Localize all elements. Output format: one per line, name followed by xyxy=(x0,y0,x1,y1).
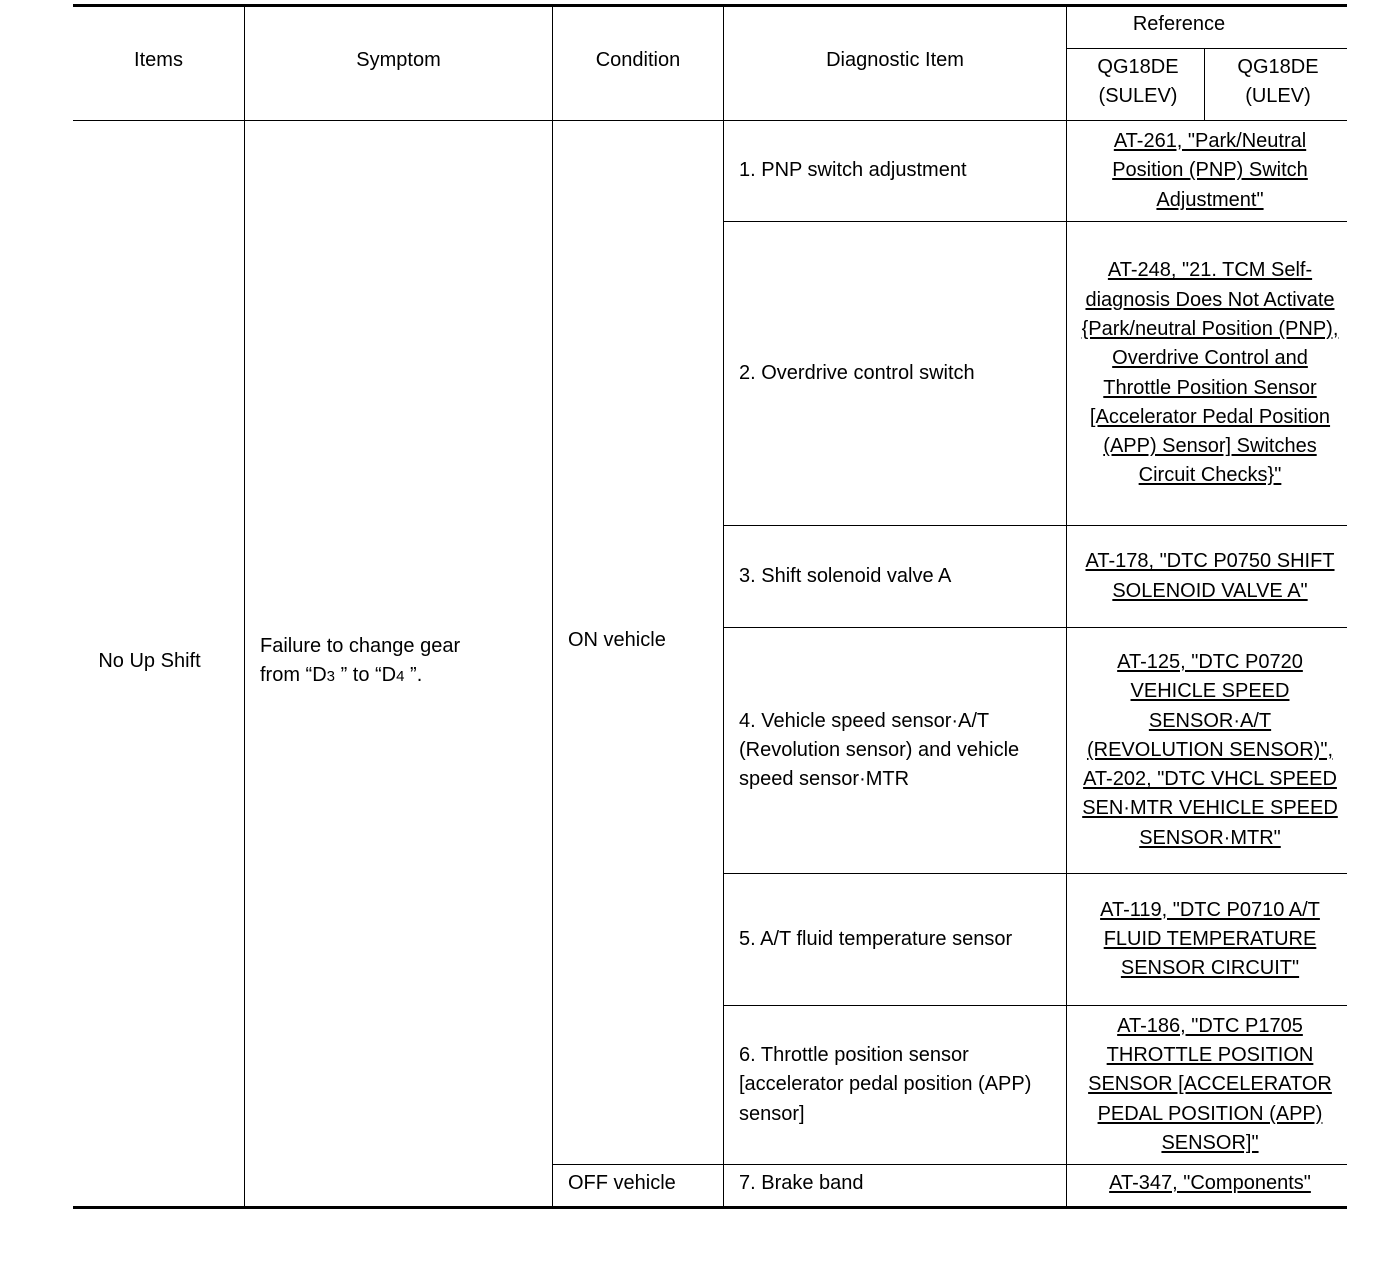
reference-link-text[interactable]: AT-125, "DTC P0720 VEHICLE SPEED SENSOR·A/T (REVOLUTION SENSOR)", AT-202, "DTC VHCL SPEED SEN·MTR VEHICLE SPEED SENSOR·MTR" xyxy=(1082,650,1338,849)
diagnostic-item-text: 4. Vehicle speed sensor·A/T (Revolution sensor) and vehicle speed sensor·MTR xyxy=(739,709,1020,791)
reference-subheader-rule xyxy=(1066,48,1347,49)
reference-link-5[interactable] xyxy=(1078,874,1342,1005)
reference-column-divider xyxy=(1204,48,1205,121)
symptom-line-2a: from “D xyxy=(260,664,327,687)
diagnostic-item-6 xyxy=(739,1006,1039,1164)
header-diagnostic-item: Diagnostic Item xyxy=(826,49,964,71)
reference-link-text[interactable]: AT-248, "21. TCM Self-diagnosis Does Not Activate {Park/neutral Position (PNP), Overdrive Control and Throttle Position Sensor [Accelerator Pedal Position (APP) Sensor] Switches Circuit Checks}" xyxy=(1081,259,1339,487)
diagnostic-item-5 xyxy=(739,874,1043,1005)
header-symptom: Symptom xyxy=(356,49,441,71)
column-divider xyxy=(1066,6,1067,1207)
table-top-rule xyxy=(73,4,1347,7)
table-bottom-rule xyxy=(73,1206,1347,1209)
diagnostic-item-text: 3. Shift solenoid valve A xyxy=(739,564,952,587)
reference-link-2[interactable] xyxy=(1078,222,1342,525)
diagnostic-item-1 xyxy=(739,121,1049,221)
diagnostic-item-7 xyxy=(739,1169,1049,1198)
header-condition: Condition xyxy=(595,49,681,71)
column-divider xyxy=(244,6,245,1207)
symptom-line-1: Failure to change gear xyxy=(260,635,461,657)
symptom-text xyxy=(260,632,545,692)
column-divider xyxy=(723,6,724,1207)
item-no-up-shift: No Up Shift xyxy=(98,650,201,672)
condition-off-vehicle: OFF vehicle xyxy=(568,1172,676,1194)
header-items: Items xyxy=(134,49,183,71)
diagnostic-item-4 xyxy=(739,628,1053,873)
diagnostic-item-text: 6. Throttle position sensor [accelerator pedal position (APP) sensor] xyxy=(739,1044,1032,1125)
symptom-line-2c: ”. xyxy=(404,664,423,687)
header-reference-sulev: QG18DE (SULEV) xyxy=(1097,56,1179,108)
gear-subscript-4: 4 xyxy=(396,668,405,686)
reference-link-text[interactable]: AT-178, "DTC P0750 SHIFT SOLENOID VALVE A" xyxy=(1085,550,1335,602)
diagnostic-item-2 xyxy=(739,222,1049,525)
header-reference-ulev: QG18DE (ULEV) xyxy=(1237,56,1319,108)
reference-link-4[interactable] xyxy=(1078,628,1342,873)
reference-link-text[interactable]: AT-119, "DTC P0710 A/T FLUID TEMPERATURE SENSOR CIRCUIT" xyxy=(1100,898,1320,980)
reference-link-7[interactable] xyxy=(1078,1169,1342,1198)
condition-on-vehicle: ON vehicle xyxy=(568,629,666,651)
row-divider xyxy=(552,1164,1347,1165)
gear-subscript-3: 3 xyxy=(326,668,336,686)
diagnostic-item-text: 5. A/T fluid temperature sensor xyxy=(739,927,1013,950)
diagnostic-item-text: 7. Brake band xyxy=(739,1172,864,1194)
diagnostic-item-3 xyxy=(739,526,1049,627)
diagnostic-item-text: 1. PNP switch adjustment xyxy=(739,159,967,182)
diagnostic-item-text: 2. Overdrive control switch xyxy=(739,361,975,384)
column-divider xyxy=(552,6,553,1207)
reference-link-text[interactable]: AT-347, "Components" xyxy=(1109,1172,1311,1194)
reference-link-text[interactable]: AT-186, "DTC P1705 THROTTLE POSITION SENSOR [ACCELERATOR PEDAL POSITION (APP) SENSOR]" xyxy=(1088,1014,1332,1154)
symptom-line-2b: ” to “D xyxy=(335,664,397,687)
reference-link-1[interactable] xyxy=(1078,121,1342,221)
header-reference: Reference xyxy=(1132,13,1226,35)
reference-link-3[interactable] xyxy=(1078,526,1342,627)
reference-link-text[interactable]: AT-261, "Park/Neutral Position (PNP) Switch Adjustment" xyxy=(1112,130,1308,211)
reference-link-6[interactable] xyxy=(1078,1006,1342,1164)
